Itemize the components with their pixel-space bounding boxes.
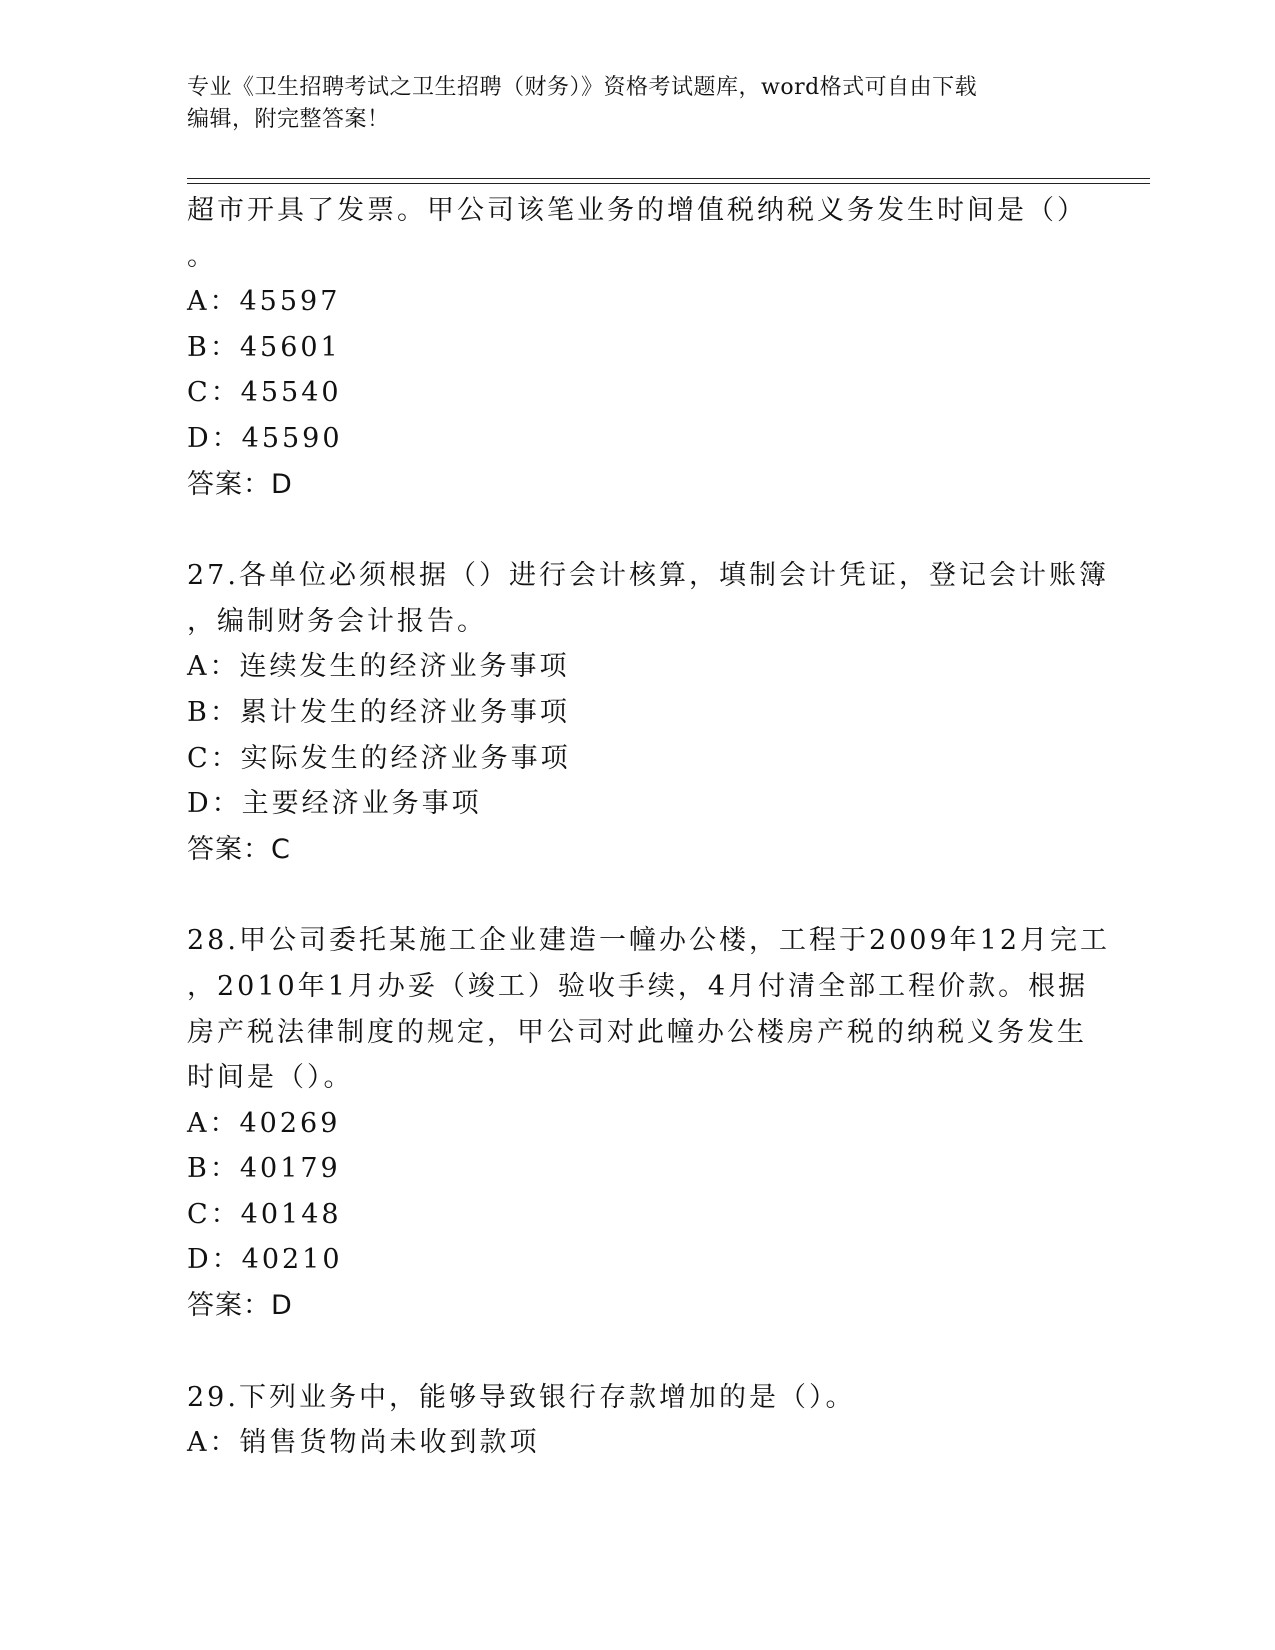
question-text-line: 28.甲公司委托某施工企业建造一幢办公楼，工程于2009年12月完工	[187, 925, 1111, 957]
document-header	[187, 72, 1087, 136]
question-block	[187, 918, 1111, 1328]
question-text-line: 27.各单位必须根据（）进行会计核算，填制会计凭证，登记会计账簿	[187, 560, 1109, 592]
question-block	[187, 553, 1109, 872]
question-list	[187, 188, 1111, 1466]
question-text-line: 房产税法律制度的规定，甲公司对此幢办公楼房产税的纳税义务发生	[187, 1016, 1087, 1048]
option-c: C：40148	[187, 1198, 342, 1230]
question-text-line: 时间是（）。	[187, 1062, 354, 1094]
question-text-line: 超市开具了发票。甲公司该笔业务的增值税纳税义务发生时间是（）	[187, 195, 1087, 226]
question-text-line: 。	[187, 240, 217, 272]
question-text-line: 29.下列业务中，能够导致银行存款增加的是（）。	[187, 1381, 856, 1413]
option-d: D：45590	[187, 422, 343, 454]
option-b: B：40179	[187, 1153, 341, 1185]
question-text-line: ，编制财务会计报告。	[187, 605, 487, 637]
header-double-rule	[187, 178, 1150, 184]
option-b: B：累计发生的经济业务事项	[187, 696, 570, 728]
answer-line: 答案：D	[187, 468, 293, 500]
option-b: B：45601	[187, 331, 341, 363]
option-a: A：销售货物尚未收到款项	[187, 1427, 540, 1459]
option-c: C：45540	[187, 377, 342, 409]
answer-line: 答案：C	[187, 833, 291, 865]
header-line-2: 编辑，附完整答案！	[187, 107, 390, 132]
question-text-line: ，2010年1月办妥（竣工）验收手续，4月付清全部工程价款。根据	[187, 970, 1089, 1002]
option-a: A：连续发生的经济业务事项	[187, 651, 570, 683]
question-block	[187, 188, 1087, 507]
option-d: D：40210	[187, 1244, 343, 1276]
question-block	[187, 1375, 1087, 1466]
option-a: A：45597	[187, 286, 341, 318]
option-c: C：实际发生的经济业务事项	[187, 742, 571, 774]
option-a: A：40269	[187, 1107, 341, 1139]
header-line-1: 专业《卫生招聘考试之卫生招聘（财务）》资格考试题库，word格式可自由下载	[187, 75, 978, 100]
option-d: D：主要经济业务事项	[187, 788, 482, 820]
answer-line: 答案：D	[187, 1290, 293, 1322]
